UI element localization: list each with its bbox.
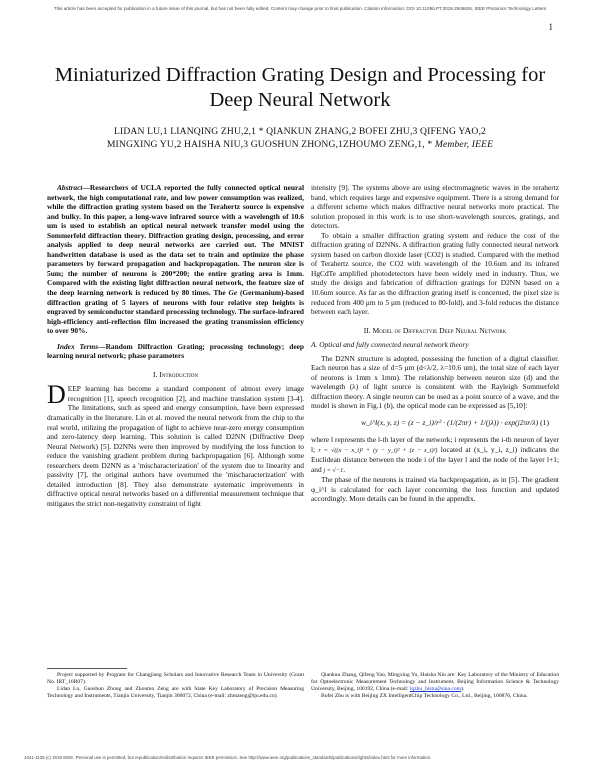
equation-1 — [311, 411, 559, 435]
author-line-2-names: MINGXING YU,2 HAISHA NIU,3 GUOSHUN ZHONG,1ZHOUMO ZENG,1, * — [106, 139, 433, 150]
right-paragraph-2: To obtain a smaller diffraction grating system and reduce the cost of the diffraction grating of D2NNs. A diffraction grating fully connected neural network system based on carbon dioxide laser (CO2) is studied. Compared with the method of Terahertz source, the CO2 with wavelength of the 10.6um and its infrared HgCdTe amplified photodetectors have been widely used in industry. Thus, we study the design and fabrication of diffraction gratings for D2NN based on a 10.6um source. As far as the diffraction grating itself is concerned, the pixel size is reduced from 400 μm to 5 μm (reduced to 80-fold), and 3-fold reduces the distance between each layer. — [311, 230, 559, 317]
introduction-text: EEP learning has become a standard component of almost every image recognition [1], speech recognition [2], and machine translation system [3-4]. The limitations, such as speed and energy consumption, have been expressed dramatically in the literature. Lin et al. moved the neural network from the chip to the real world, utilizing the propagation of light to achieve near-zero energy consumption and zero-latency deep learning. This solution is called D2NN (Diffractive Deep Neural Network) [5]. D2NNs were then improved by modifying the loss function to reduce the vanishing gradient problem during backpropagation [6]. Although some researchers deem D2NN as a 'mischaracterization' of the system due to linearity and passivity [7], the original authors have overturned the 'mischaracterization' with detailed introduction [8]. They also demonstrate systematic improvements in diffractive optical neural networks based on a differential measurement technique that mitigates the strict non-negativity constraint of light — [47, 384, 304, 508]
r-definition: r = √((x − x_i)² + (y − y_i)² + (z − z_i)²) — [318, 446, 438, 454]
copyright-footer: 1041-1135 (c) 2019 IEEE. Personal use is permitted, but republication/redistribution requires IEEE permission. See http://www.ieee.org/publications_standards/publications/rights/index.html for more information. — [24, 755, 432, 760]
index-terms-label: Index Terms — [57, 341, 99, 351]
footnote-funding: Project supported by Program for Changjiang Scholars and Innovative Research Team in University (Grant No. IRT_16R07). — [47, 672, 304, 685]
drop-cap: D — [47, 380, 66, 410]
introduction-paragraph — [47, 380, 304, 508]
left-column — [47, 183, 304, 509]
equation-1-number: (1) — [540, 418, 549, 428]
author-line-1: LIDAN LU,1 LIANQING ZHU,2,1 * QIANKUN ZHANG,2 BOFEI ZHU,3 QIFENG YAO,2 — [113, 126, 486, 137]
footnote-affiliation-2 — [311, 672, 559, 693]
p4-text-c: . — [343, 464, 346, 474]
p4-text-b: located at (x_i, y_i, z_i) indicates the Euclidean distance between the node i of the layer l and the node of the layer l+1; and — [311, 444, 559, 474]
p4-text-a: where l represents the l-th layer of the network; i represents the i-th neuron of layer l; — [311, 435, 559, 454]
author-line-2 — [40, 138, 560, 151]
right-column — [311, 183, 559, 504]
abstract-text-2: (Germanium)-based diffraction grating of 5 layers of neurons with four relative step heights is engraved by semiconductor standard processing technology. The surface-infrared high-efficiency anti-reflection film increased the grating transmission efficiency to over 90%. — [47, 288, 304, 336]
right-paragraph-5: The phase of the neurons is trained via backpropagation, as in [5]. The gradient φ_i^l is calculated for each layer concerning the loss function and updated accordingly. More details can be found in the appendix. — [311, 475, 559, 504]
right-paragraph-3: The D2NN structure is adopted, possessing the function of a digital classifier. Each neuron has a size of d=5 μm (d<λ/2, λ=10.6 um), the total size of each layer of neurons is 1mm x 1mm). The relationship between neuron size (d) and the wavelength (λ) of light source is consistent with the Rayleigh Sommerfeld diffraction theory. A single neuron can be used as a point source of a wave, and the model is shown in Fig.1 (b), the optical mode can be expressed as [5,10]: — [311, 353, 559, 411]
footnote-affiliation-1: Lidan Lu, Guoshun Zhong and Zhoumo Zeng are with State Key Laboratory of Precision Measuring Technology and Instruments, Tianjin University, Tianjin 300072, China (e-mail: zhmzeng@tju.edu.cn). — [47, 686, 304, 699]
abstract-ge: Ge — [228, 288, 238, 298]
footnote-affiliation-2-text: Qiankun Zhang, Qifeng Yao, Mingxing Yu, Haisha Niu are: Key Laboratory of the Ministry of Education for Optoelectronic Measurement Technology and Instrument, Beijing Information Science & Technology University, Beijing, 100192, China (e-mail: — [311, 672, 559, 692]
right-paragraph-4 — [311, 435, 559, 475]
page-number: 1 — [548, 22, 553, 32]
right-paragraph-1: intensity [9]. The systems above are using electromagnetic waves in the terahertz band, which requires large and expensive equipment. There is a strong demand for a different scheme which makes diffractive neural networks more practical. The solution proposed in this work is to use short-wavelength sources, gratings, and detectors. — [311, 183, 559, 231]
footnotes-left — [47, 672, 304, 700]
accepted-notice: This article has been accepted for publication in a future issue of this journal, but has not been fully edited. Content may change prior to final publication. Citation information: DOI 10.1109/LPT.2019.2946626, IEEE Photonics Technology Letters — [53, 6, 547, 11]
abstract-text: —Researchers of UCLA reported the fully connected optical neural network, the high computational rate, and low power consumption was realized, while the diffraction grating system based on the Terahertz source is expensive and bulky. In this paper, a long-wave infrared source with a wavelength of 10.6 um is used to establish an optical neural network transfer model using the Sommerfeld diffraction theory. Diffraction grating design, processing, and error analysis applied to deep neural networks are carried out. The MNIST handwritten database is used as the data set to train and optimize the phase parameters by forward propagation and backpropagation. The neuron size is 5um; the number of neurons is 200*200; the entire grating area is 1mm. Compared with the existing light diffraction neural network, the feature size of the deep learning network is reduced by 80 times. The — [47, 183, 304, 298]
equation-1-body: w_i^l(x, y, z) = (z − z_i)/r² · (1/(2πr) + 1/(jλ)) · exp(j2πr/λ) — [361, 418, 539, 428]
index-terms-text: —Random Diffraction Grating; processing technology; deep learning neural network; phase parameters — [47, 341, 304, 361]
section-1-heading: I. Introduction — [153, 369, 198, 379]
footnote-affiliation-2-end: ). — [461, 686, 465, 692]
paper-title: Miniaturized Diffraction Grating Design and Processing for Deep Neural Network — [54, 64, 546, 111]
author-list — [40, 125, 560, 151]
index-terms — [47, 342, 304, 361]
email-link[interactable]: lqzhu_bistu@sina.com — [409, 686, 462, 692]
subsection-a-heading: A. Optical and fully connected neural network theory — [311, 340, 469, 350]
member-label: Member, IEEE — [434, 139, 494, 150]
j-definition: j = √−1 — [323, 466, 344, 474]
abstract — [47, 183, 304, 336]
footnotes-right — [311, 672, 559, 700]
footnote-rule-left — [47, 668, 127, 669]
section-2-heading: II. Model of Diffractvie Deep Neural Network — [363, 325, 507, 335]
abstract-label: Abstract — [57, 183, 83, 192]
footnote-affiliation-3: Bofei Zhu is with Beijing ZX IntelligentChip Technology Co., Ltd., Beijing, 100876, China. — [321, 693, 528, 699]
